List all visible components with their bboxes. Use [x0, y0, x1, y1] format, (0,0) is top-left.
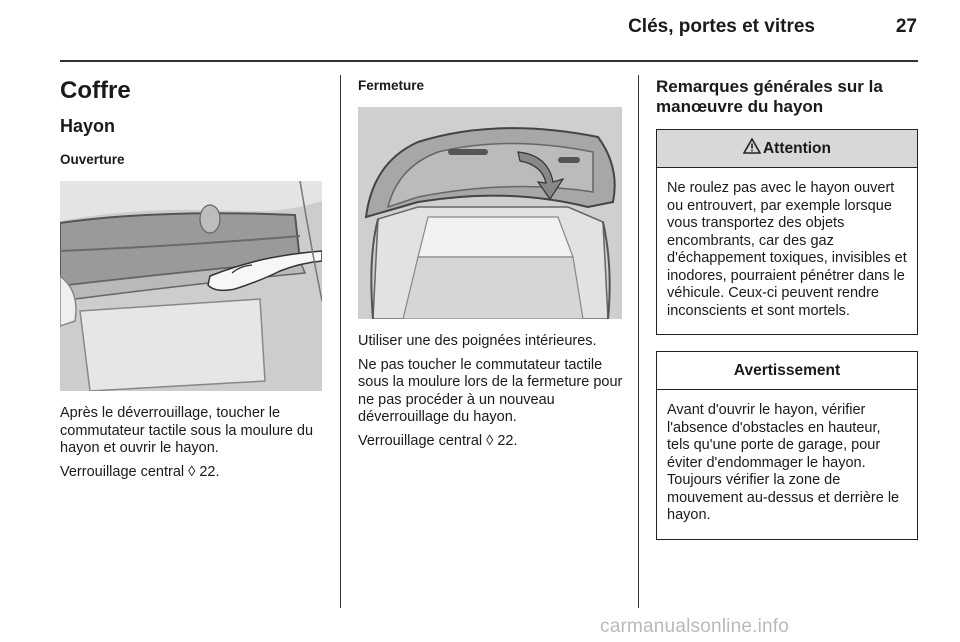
tailgate-opening-illustration	[60, 181, 322, 391]
section-general-remarks-title: Remarques générales sur la manœuvre du hayon	[656, 77, 883, 116]
paragraph-central-locking-ref-2: Verrouillage central ◊ 22.	[358, 432, 518, 449]
paragraph-central-locking-ref: Verrouillage central ◊ 22.	[60, 463, 220, 480]
heading-opening: Ouverture	[60, 152, 125, 167]
attention-text: Ne roulez pas avec le hayon ouvert ou entrouvert, par exemple lorsque vous transportez des objets encombrants, car des gaz d'échappement toxiques, invisibles et inodores, pourraient pénétrer dans le véhicule. Ceux-ci peuvent rendre inconscients et sont mortels.	[667, 180, 907, 319]
header-divider	[60, 60, 918, 62]
warning-header: Avertissement	[657, 352, 917, 390]
tailgate-closing-illustration	[358, 107, 622, 319]
column-right	[656, 75, 920, 540]
attention-box	[656, 129, 918, 335]
paragraph-opening-instructions: Après le déverrouillage, toucher le commutateur tactile sous la moulure du hayon et ouvrir le hayon.	[60, 405, 314, 456]
section-title: Coffre	[60, 77, 131, 104]
paragraph-closing-caution: Ne pas toucher le commutateur tactile sous la moulure lors de la fermeture pour ne pas procéder à un nouveau déverrouillage du hayon.	[358, 356, 623, 425]
warning-text: Avant d'ouvrir le hayon, vérifier l'absence d'obstacles en hauteur, tels qu'une porte de garage, pour éviter d'endommager le hayon. Toujours vérifier la zone de mouvement au-dessus et derrière le hayon.	[667, 402, 900, 523]
heading-closing: Fermeture	[358, 78, 425, 93]
warning-box	[656, 351, 918, 540]
column-divider-1	[340, 75, 341, 608]
attention-heading: Attention	[762, 139, 831, 157]
paragraph-use-inner-handles: Utiliser une des poignées intérieures.	[358, 333, 597, 349]
column-left	[60, 75, 324, 481]
page-header-title: Clés, portes et vitres	[628, 16, 815, 37]
attention-header	[657, 130, 917, 168]
watermark-text: carmanualsonline.info	[600, 616, 790, 637]
subsection-title: Hayon	[60, 116, 116, 136]
column-divider-2	[638, 75, 639, 608]
column-middle	[358, 75, 624, 450]
page-number: 27	[895, 16, 917, 37]
warning-triangle-icon	[743, 138, 761, 159]
